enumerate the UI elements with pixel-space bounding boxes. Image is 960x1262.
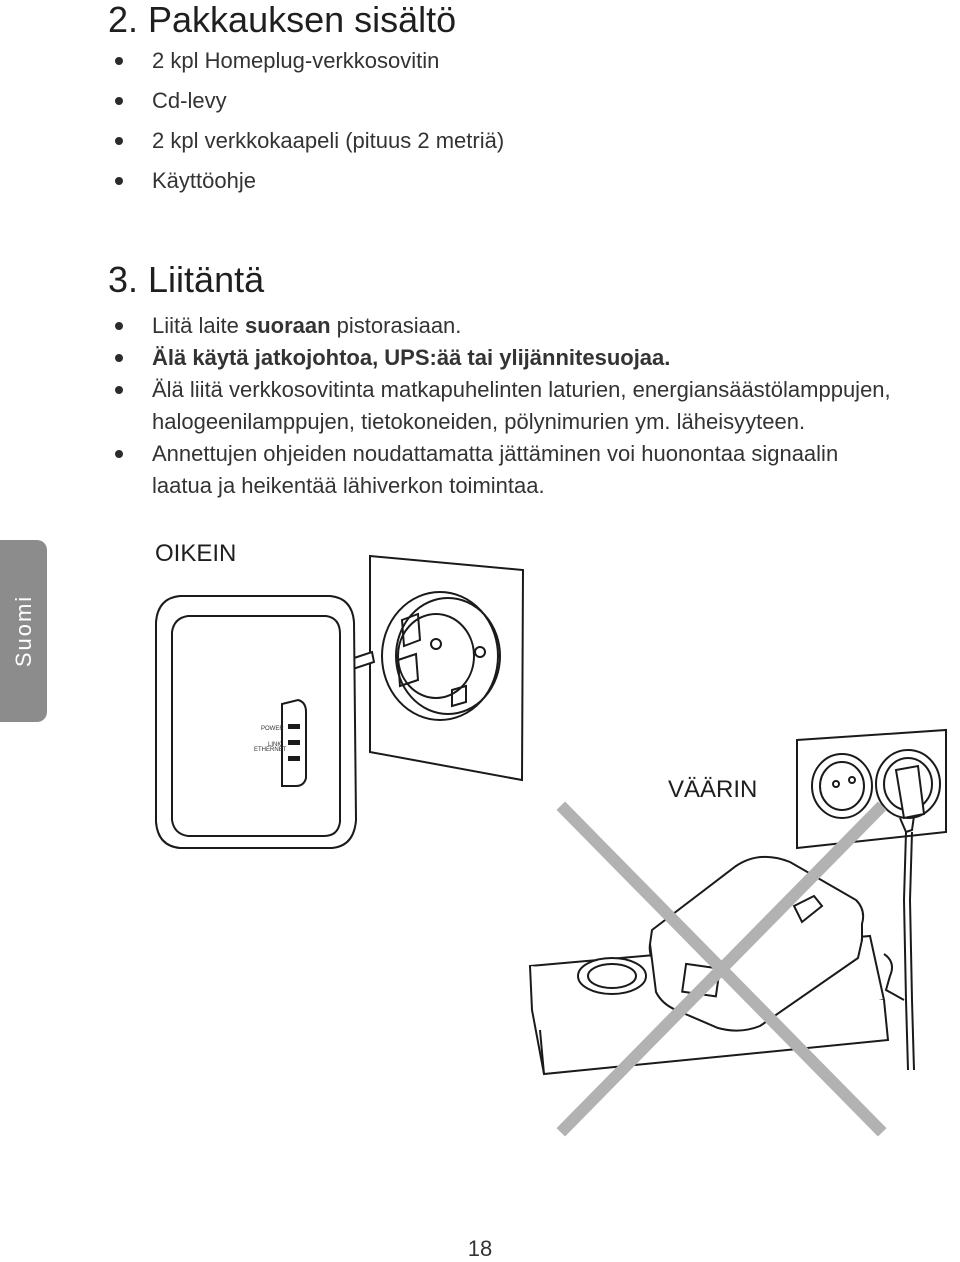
page-number: 18 [467,1236,493,1261]
list-item: Cd-levy [108,88,504,114]
wrong-label: VÄÄRIN [668,776,758,803]
list-item: 2 kpl verkkokaapeli (pituus 2 metriä) [108,128,504,154]
led-label-link: LINK [268,742,282,748]
list-item: Älä käytä jatkojohtoa, UPS:ää tai ylijännitesuojaa. [108,342,891,374]
section-2-heading: 2. Pakkauksen sisältö [108,0,457,40]
language-tab-label: Suomi [10,594,36,668]
list-item: Annettujen ohjeiden noudattamatta jättäminen voi huonontaa signaalin laatua ja heikentää lähiverkon toimintaa. [108,438,891,502]
adapter-correct [156,596,374,848]
wall-socket-wrong [797,730,946,848]
list-item: Käyttöohje [108,168,504,194]
led-label-ethernet: ETHERNET [254,747,287,753]
list-item: Liitä laite suoraan pistorasiaan. [108,310,891,342]
correct-label: OIKEIN [155,540,237,567]
section-3-heading: 3. Liitäntä [108,259,265,300]
wall-socket-correct [370,556,523,780]
list-item: Älä liitä verkkosovitinta matkapuhelinten laturien, energiansäästölamppujen, halogeenilamppujen, tietokoneiden, pölynimurien ym. läheisyyteen. [108,374,891,438]
led-label-power: POWER [261,726,284,732]
list-item: 2 kpl Homeplug-verkkosovitin [108,48,504,74]
